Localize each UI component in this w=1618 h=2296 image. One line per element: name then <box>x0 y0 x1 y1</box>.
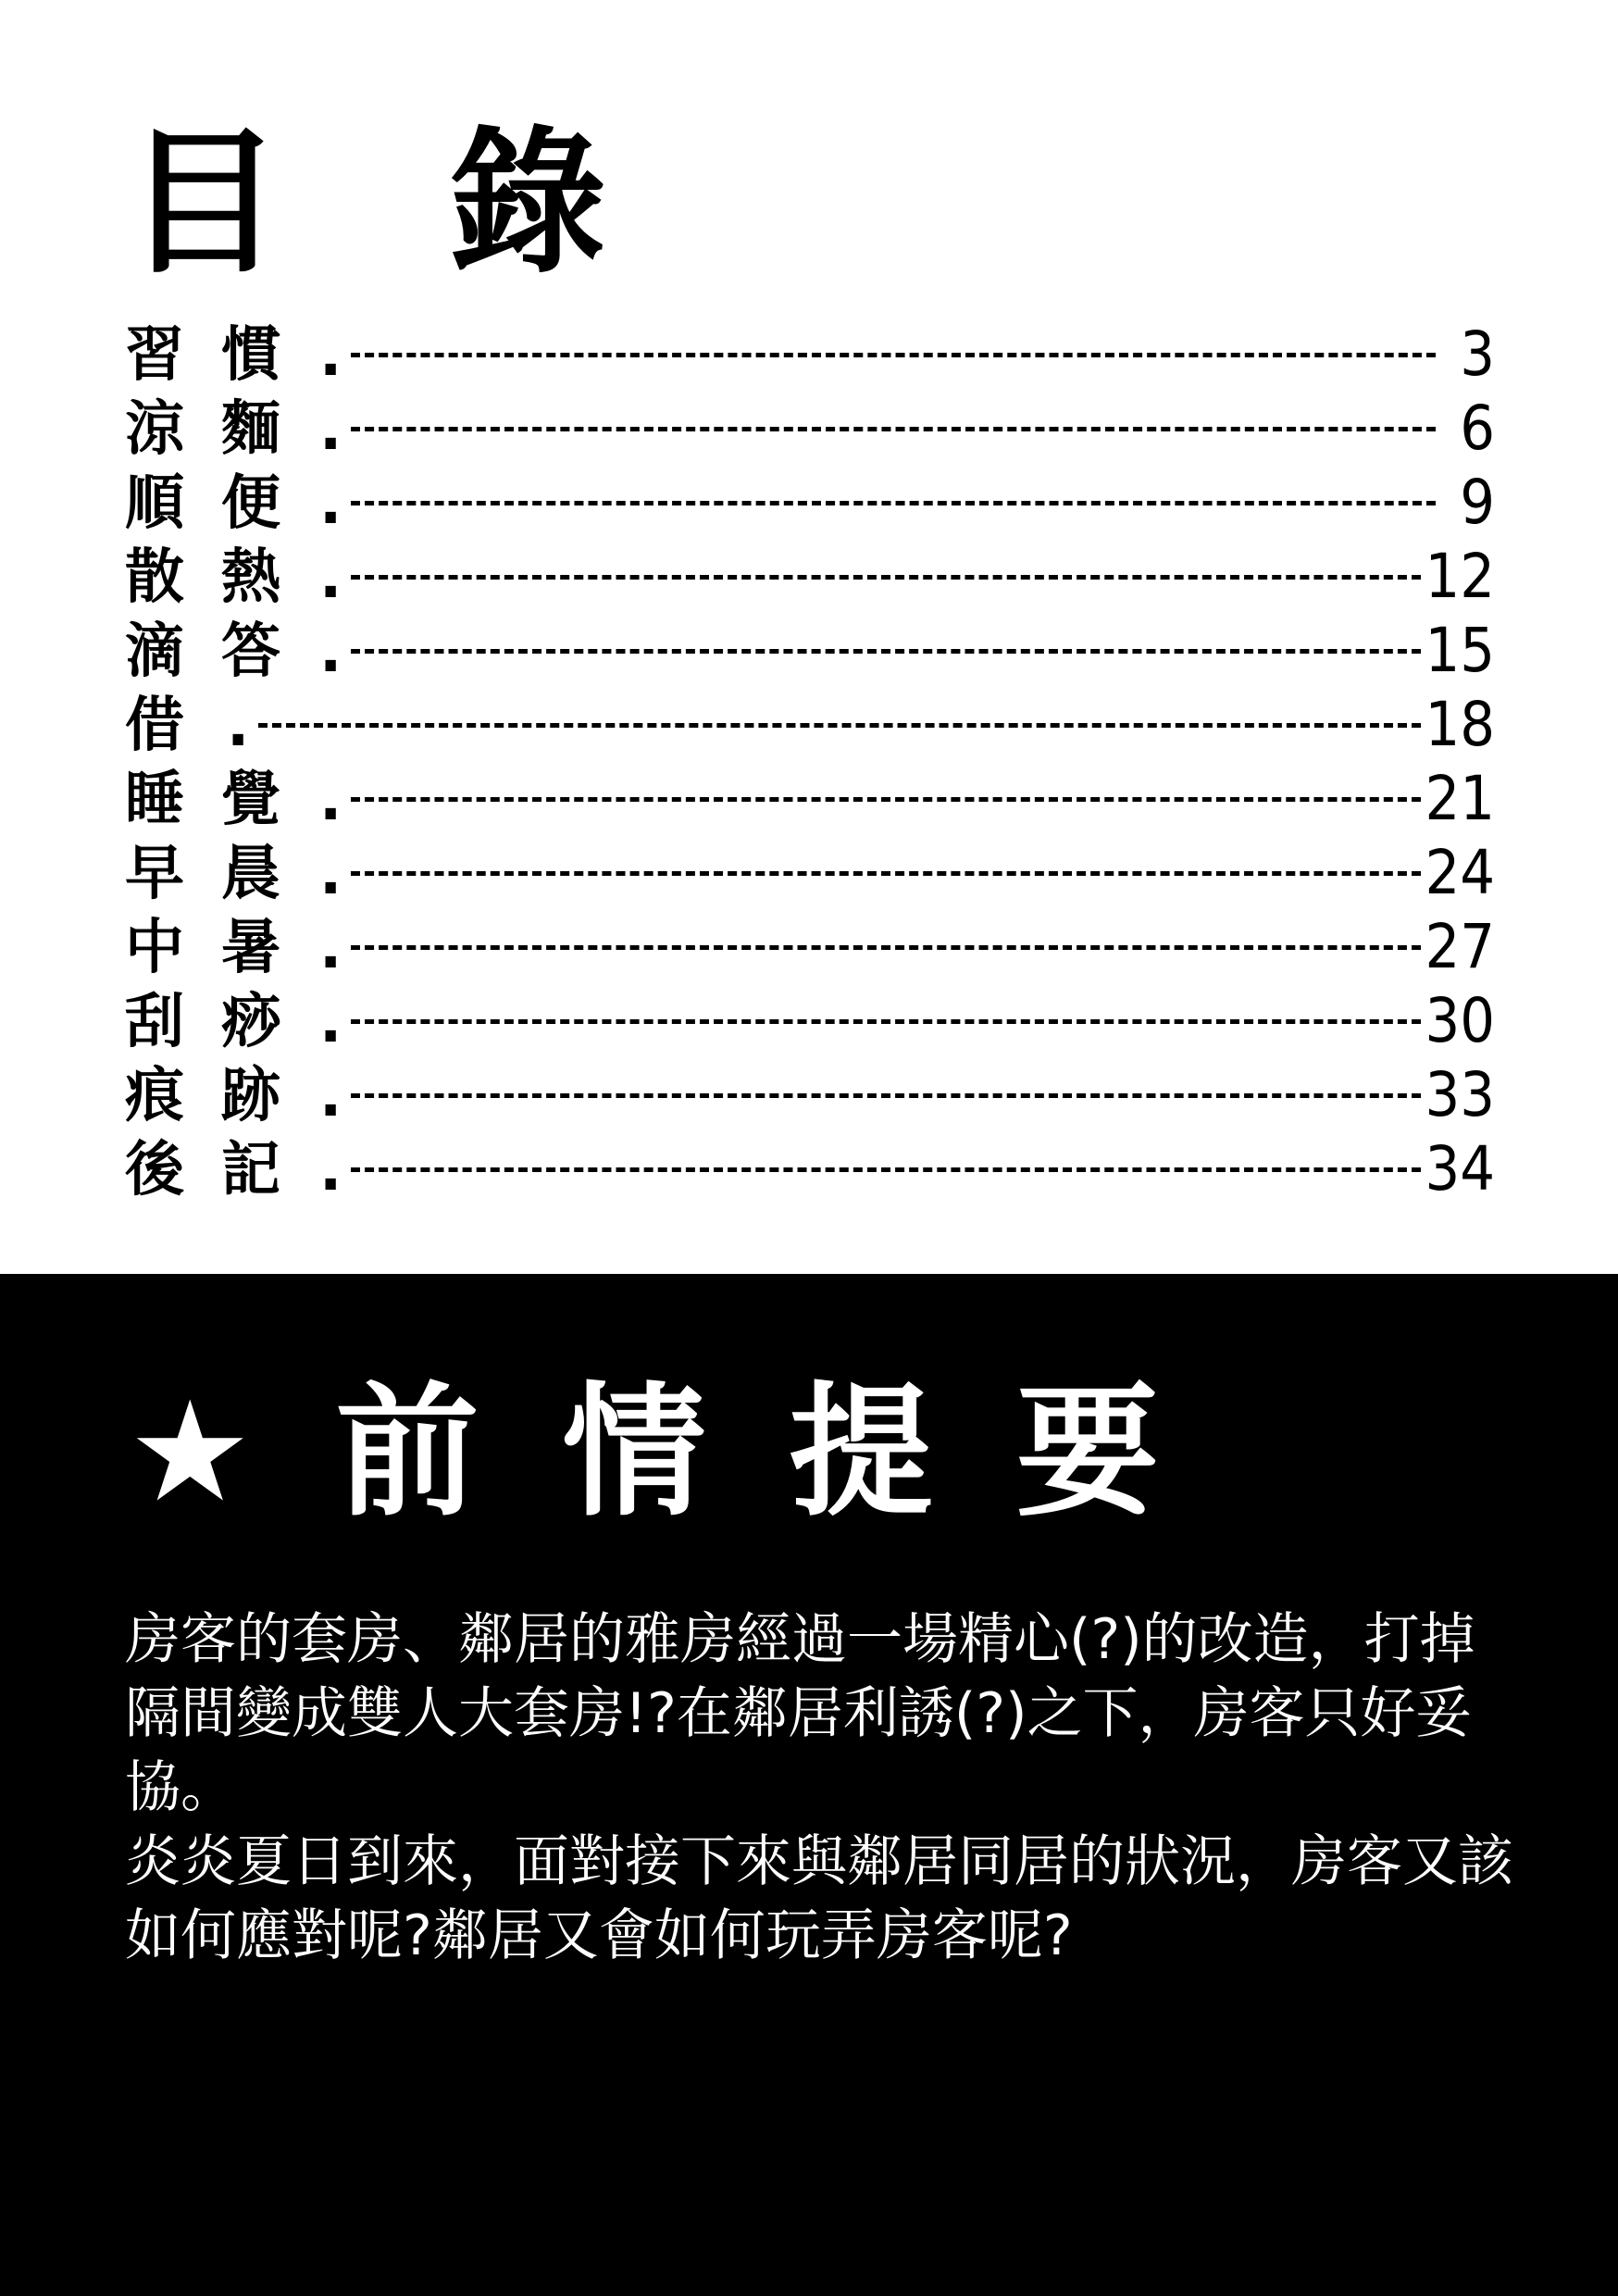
synopsis-paragraph: 房客的套房、鄰居的雅房經過一場精心(?)的改造，打掉隔間變成雙人大套房!?在鄰居利誘(?)之下，房客只好妥協。 <box>125 1607 1475 1820</box>
toc-entry-dot: . <box>319 988 342 1056</box>
toc-title: 目錄 <box>125 112 774 295</box>
toc-entry-page: 12 <box>1425 541 1495 612</box>
toc-entry-label: 滴答 <box>125 618 317 686</box>
toc-entry <box>125 836 1495 910</box>
toc-entry <box>125 762 1495 836</box>
toc-entry-dot: . <box>319 395 342 464</box>
toc-entry <box>125 540 1495 614</box>
toc-leader-dashes <box>258 723 1421 728</box>
toc-entry-dot: . <box>319 914 342 982</box>
toc-entry-label: 涼麵 <box>125 395 317 464</box>
toc-entry-dot: . <box>227 692 250 760</box>
toc-leader-dashes <box>351 353 1436 357</box>
toc-entry-page: 15 <box>1425 615 1495 686</box>
toc-entry-page: 9 <box>1460 467 1495 538</box>
toc-entry <box>125 614 1495 688</box>
synopsis-body <box>125 1603 1513 1973</box>
toc-entry <box>125 910 1495 984</box>
toc-entry-dot: . <box>319 840 342 908</box>
toc-entry-label: 中暑 <box>125 914 317 982</box>
toc-entry-label: 後記 <box>125 1136 317 1204</box>
toc-leader-dashes <box>351 501 1436 505</box>
toc-leader-dashes <box>351 1093 1421 1098</box>
toc-leader-dashes <box>351 1167 1421 1172</box>
synopsis-title: 前情提要 <box>335 1368 1243 1536</box>
toc-entry-label: 借 <box>125 692 221 760</box>
toc-entry <box>125 466 1495 540</box>
toc-entry-dot: . <box>319 766 342 834</box>
toc-entry-page: 30 <box>1425 985 1495 1056</box>
toc-leader-dashes <box>351 575 1421 580</box>
toc-entry <box>125 1058 1495 1132</box>
toc-leader-dashes <box>351 871 1421 876</box>
toc-entry-page: 21 <box>1425 763 1495 834</box>
toc-entry-label: 順便 <box>125 469 317 538</box>
toc-entry-label: 散熱 <box>125 543 317 612</box>
toc-entry-label: 痕跡 <box>125 1062 317 1130</box>
toc-entry-label: 習慣 <box>125 321 317 390</box>
toc-entry-dot: . <box>319 543 342 612</box>
synopsis-paragraph: 炎炎夏日到來，面對接下來與鄰居同居的狀況，房客又該如何應對呢?鄰居又會如何玩弄房客呢? <box>125 1829 1513 1968</box>
toc-entry-dot: . <box>319 321 342 390</box>
toc-entry <box>125 392 1495 466</box>
toc-entry-page: 24 <box>1425 837 1495 908</box>
toc-entry-page: 34 <box>1425 1133 1495 1204</box>
synopsis-section <box>0 1274 1618 2296</box>
toc-entry-dot: . <box>319 1136 342 1204</box>
toc-entry-dot: . <box>319 1062 342 1130</box>
toc-entry <box>125 1132 1495 1206</box>
toc-leader-dashes <box>351 649 1421 654</box>
toc-entry-page: 6 <box>1460 393 1495 464</box>
toc-entry <box>125 688 1495 762</box>
synopsis-heading <box>128 1368 1243 1536</box>
toc-list <box>125 318 1495 1206</box>
toc-entry-page: 3 <box>1460 318 1495 390</box>
star-icon: ★ <box>128 1371 253 1533</box>
toc-entry-label: 刮痧 <box>125 988 317 1056</box>
toc-entry-page: 33 <box>1425 1059 1495 1130</box>
toc-leader-dashes <box>351 797 1421 802</box>
toc-leader-dashes <box>351 945 1421 950</box>
toc-entry-dot: . <box>319 469 342 538</box>
toc-entry-label: 早晨 <box>125 840 317 908</box>
toc-entry-dot: . <box>319 618 342 686</box>
toc-entry-page: 18 <box>1425 689 1495 760</box>
toc-entry <box>125 984 1495 1058</box>
toc-entry-page: 27 <box>1425 911 1495 982</box>
toc-entry <box>125 318 1495 392</box>
toc-leader-dashes <box>351 427 1436 431</box>
toc-entry-label: 睡覺 <box>125 766 317 834</box>
toc-leader-dashes <box>351 1019 1421 1024</box>
